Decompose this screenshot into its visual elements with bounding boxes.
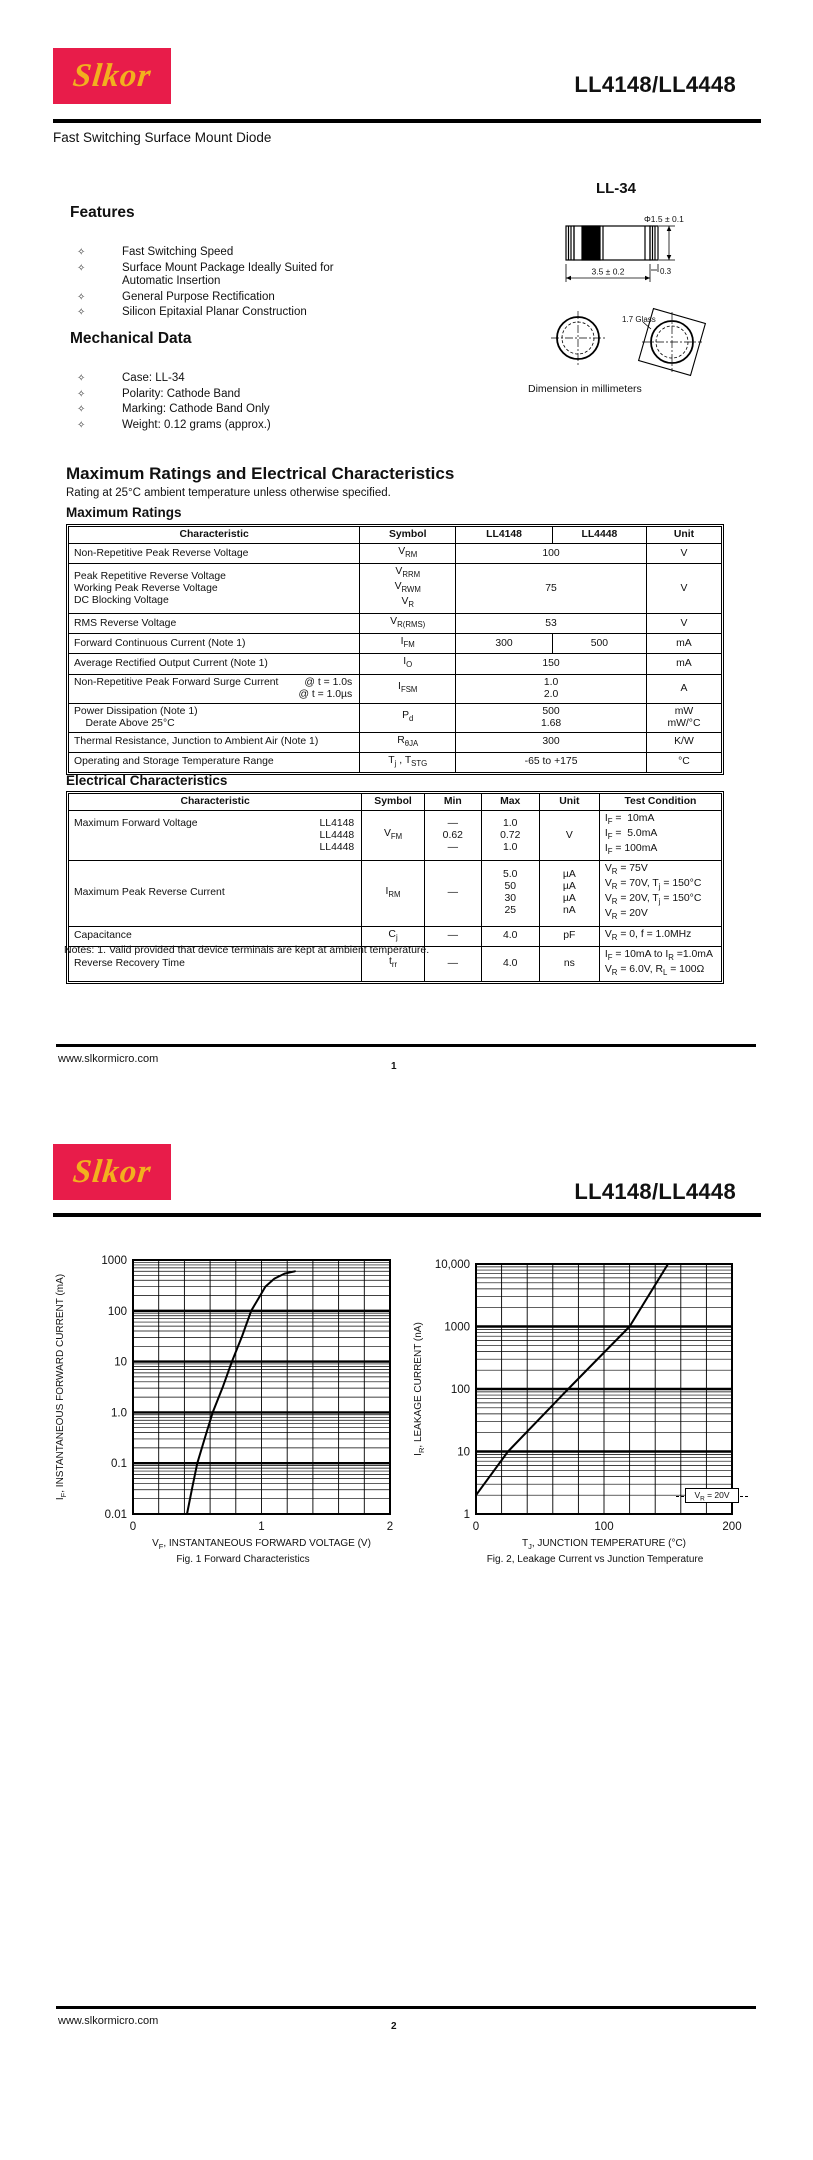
max-ratings-title: Maximum Ratings bbox=[66, 505, 182, 520]
cell-symbol: $I_{RM}$ bbox=[362, 861, 425, 926]
x-tick-label: 1 bbox=[258, 1521, 265, 1533]
cell-max: 4.0 bbox=[481, 946, 539, 981]
y-tick-label: 1 bbox=[463, 1509, 470, 1521]
column-header: LL4448 bbox=[552, 527, 646, 544]
column-header: Characteristic bbox=[69, 527, 360, 544]
diamond-bullet-icon: ✧ bbox=[77, 419, 86, 431]
column-header: Min bbox=[424, 794, 481, 811]
cell-max: 1.0 0.72 1.0 bbox=[481, 811, 539, 861]
cell-max: 5.0 50 30 25 bbox=[481, 861, 539, 926]
vr-condition-annotation: $V_R = 20V$ bbox=[685, 1488, 739, 1503]
y-tick-label: 10,000 bbox=[434, 1259, 470, 1271]
cell-min: — bbox=[424, 861, 481, 926]
table-row bbox=[69, 811, 722, 861]
cell-characteristic: RMS Reverse Voltage bbox=[69, 614, 360, 634]
table-row bbox=[69, 544, 722, 564]
length-dimension-label: 3.5 ± 0.2 bbox=[591, 266, 625, 277]
cell-characteristic: Non-Repetitive Peak Reverse Voltage bbox=[69, 544, 360, 564]
fig2-x-axis-label: $T_J$, JUNCTION TEMPERATURE (°C) bbox=[521, 1538, 687, 1551]
x-tick-label: 2 bbox=[386, 1521, 394, 1533]
cell-unit: °C bbox=[646, 752, 721, 772]
cell-unit: mA bbox=[646, 634, 721, 654]
x-tick-label: 200 bbox=[722, 1521, 742, 1533]
list-item: ✧ Silicon Epitaxial Planar Construction bbox=[72, 306, 392, 320]
dimension-note: Dimension in millimeters bbox=[528, 383, 642, 395]
diameter-dimension-label: Φ1.5 ± 0.1 bbox=[644, 214, 684, 224]
header-rule bbox=[53, 1213, 761, 1217]
data-curve bbox=[476, 1264, 668, 1495]
cell-test-condition: $I_F = 10mA$ $I_F = 5.0mA$ $I_F = 100mA$ bbox=[599, 811, 721, 861]
cell-characteristic: Operating and Storage Temperature Range bbox=[69, 752, 360, 772]
cell-min: — bbox=[424, 926, 481, 946]
cell-symbol: $V_{R(RMS)}$ bbox=[360, 614, 456, 634]
header-rule bbox=[53, 119, 761, 123]
fig1-y-axis-label: $I_F$, INSTANTANEOUS FORWARD CURRENT (mA) bbox=[55, 1273, 68, 1501]
y-tick-label: 1000 bbox=[101, 1255, 127, 1267]
table-row bbox=[69, 752, 722, 772]
list-item: ✧ Surface Mount Package Ideally Suited for Automatic Insertion bbox=[72, 262, 392, 289]
cell-symbol: $I_{FM}$ bbox=[360, 634, 456, 654]
slkor-logo bbox=[53, 48, 171, 104]
cell-symbol: $P_d$ bbox=[360, 703, 456, 732]
cell-characteristic: Forward Continuous Current (Note 1) bbox=[69, 634, 360, 654]
cell-value: 500 1.68 bbox=[456, 703, 647, 732]
notes-text: Notes: 1. Valid provided that device terminals are kept at ambient temperature. bbox=[64, 944, 430, 956]
cell-symbol: $V_{RRM}$ $V_{RWM}$ $V_R$ bbox=[360, 564, 456, 614]
list-item: ✧ General Purpose Rectification bbox=[72, 291, 392, 305]
fig1-plot bbox=[85, 1248, 397, 1548]
max-ratings-table bbox=[68, 526, 722, 773]
cell-unit: mA bbox=[646, 654, 721, 674]
cell-characteristic: Average Rectified Output Current (Note 1) bbox=[69, 654, 360, 674]
fig2-caption: Fig. 2, Leakage Current vs Junction Temperature bbox=[486, 1554, 704, 1565]
table-row bbox=[69, 614, 722, 634]
column-header: Unit bbox=[539, 794, 599, 811]
cell-symbol: $t_{rr}$ bbox=[362, 946, 425, 981]
footer-rule bbox=[56, 1044, 756, 1047]
features-heading: Features bbox=[70, 204, 135, 221]
column-header: LL4148 bbox=[456, 527, 553, 544]
table-row bbox=[69, 861, 722, 926]
x-tick-label: 100 bbox=[594, 1521, 614, 1533]
slkor-logo-text: Slkor bbox=[70, 57, 154, 94]
diamond-bullet-icon: ✧ bbox=[77, 291, 86, 303]
y-tick-label: 100 bbox=[107, 1305, 127, 1318]
website-url: www.slkormicro.com bbox=[58, 1053, 159, 1065]
fig1-x-axis-label: $V_F$, INSTANTANEOUS FORWARD VOLTAGE (V) bbox=[152, 1538, 371, 1551]
diamond-bullet-icon: ✧ bbox=[77, 404, 86, 415]
website-url: www.slkormicro.com bbox=[58, 2015, 159, 2027]
footer-rule bbox=[56, 2006, 756, 2009]
cell-value: 300 bbox=[456, 732, 647, 752]
diamond-bullet-icon: ✧ bbox=[77, 307, 86, 318]
cell-value-ll4448: 500 bbox=[552, 634, 646, 654]
data-curve bbox=[187, 1271, 295, 1514]
page-number: 1 bbox=[391, 1061, 397, 1072]
table-row bbox=[69, 674, 722, 703]
table-row bbox=[69, 703, 722, 732]
cell-characteristic: Thermal Resistance, Junction to Ambient Air (Note 1) bbox=[69, 732, 360, 752]
table-header-row bbox=[69, 794, 722, 811]
cell-unit: V bbox=[539, 811, 599, 861]
cell-value: 75 bbox=[456, 564, 647, 614]
cell-symbol: $I_{FSM}$ bbox=[360, 674, 456, 703]
part-number-title: LL4148/LL4448 bbox=[574, 72, 736, 97]
cell-characteristic: Peak Repetitive Reverse Voltage Working Peak Reverse Voltage DC Blocking Voltage bbox=[69, 564, 360, 614]
column-header: Symbol bbox=[362, 794, 425, 811]
y-tick-label: 10 bbox=[114, 1356, 127, 1369]
cell-test-condition: $I_F = 10mA$ to $I_R =1.0mA$ $V_R = 6.0V$, $R_L = 100\Omega$ bbox=[599, 946, 721, 981]
diamond-bullet-icon: ✧ bbox=[77, 247, 86, 258]
diamond-bullet-icon: ✧ bbox=[77, 262, 86, 274]
cell-characteristic: Maximum Peak Reverse Current bbox=[69, 861, 362, 926]
list-item: ✧ Marking: Cathode Band Only bbox=[72, 403, 392, 417]
y-tick-label: 0.01 bbox=[104, 1509, 127, 1521]
cell-value: 53 bbox=[456, 614, 647, 634]
cell-symbol: $V_{RM}$ bbox=[360, 544, 456, 564]
cell-unit: V bbox=[646, 564, 721, 614]
cell-characteristic: Capacitance bbox=[69, 926, 362, 946]
device-subtitle: Fast Switching Surface Mount Diode bbox=[53, 130, 272, 145]
cell-unit: A bbox=[646, 674, 721, 703]
cell-min: — 0.62 — bbox=[424, 811, 481, 861]
cell-value: 1.0 2.0 bbox=[456, 674, 647, 703]
cell-unit: V bbox=[646, 614, 721, 634]
cell-unit: mW mW/°C bbox=[646, 703, 721, 732]
y-tick-label: 100 bbox=[450, 1384, 470, 1396]
fig2-leakage-current-chart bbox=[400, 1248, 765, 1578]
cell-unit: V bbox=[646, 544, 721, 564]
cell-unit: µA µA µA nA bbox=[539, 861, 599, 926]
fig1-caption: Fig. 1 Forward Characteristics bbox=[176, 1554, 310, 1565]
electrical-characteristics-title: Electrical Characteristics bbox=[66, 773, 228, 788]
features-list bbox=[72, 246, 392, 322]
glass-dimension-label: 1.7 Glass bbox=[622, 315, 656, 324]
y-tick-label: 1000 bbox=[444, 1321, 470, 1334]
cell-value-ll4148: 300 bbox=[456, 634, 553, 654]
mechanical-data-list bbox=[72, 372, 392, 434]
list-item: ✧ Polarity: Cathode Band bbox=[72, 388, 392, 402]
list-item: ✧ Case: LL-34 bbox=[72, 372, 392, 386]
column-header: Unit bbox=[646, 527, 721, 544]
cell-value: 150 bbox=[456, 654, 647, 674]
cell-characteristic: Non-Repetitive Peak Forward Surge Current @ t = 1.0s @ t = 1.0µs bbox=[69, 674, 360, 703]
cell-symbol: $I_O$ bbox=[360, 654, 456, 674]
cell-symbol: $R_{\theta JA}$ bbox=[360, 732, 456, 752]
part-number-title: LL4148/LL4448 bbox=[574, 1179, 736, 1204]
column-header: Symbol bbox=[360, 527, 456, 544]
ratings-section-heading: Maximum Ratings and Electrical Characteristics bbox=[66, 464, 455, 483]
y-tick-label: 0.1 bbox=[111, 1458, 127, 1471]
cap-dimension-label: 0.3 bbox=[660, 267, 672, 276]
cell-value: 100 bbox=[456, 544, 647, 564]
cell-symbol: $V_{FM}$ bbox=[362, 811, 425, 861]
cell-characteristic: Reverse Recovery Time bbox=[69, 946, 362, 981]
list-item: ✧ Fast Switching Speed bbox=[72, 246, 392, 260]
page-number: 2 bbox=[391, 2021, 397, 2032]
x-tick-label: 0 bbox=[129, 1521, 137, 1533]
table-row bbox=[69, 654, 722, 674]
cell-characteristic: Power Dissipation (Note 1) Derate Above 25°C bbox=[69, 703, 360, 732]
cell-symbol: $T_j$ , $T_{STG}$ bbox=[360, 752, 456, 772]
cell-test-condition: $V_R = 75V$ $V_R = 70V$, $T_j = 150^\circ C$ $V_R = 20V$, $T_j = 150^\circ C$ $V_R = 20V$ bbox=[599, 861, 721, 926]
table-row bbox=[69, 564, 722, 614]
diamond-bullet-icon: ✧ bbox=[77, 373, 86, 384]
cell-unit: ns bbox=[539, 946, 599, 981]
slkor-logo-text: Slkor bbox=[70, 1153, 154, 1190]
y-tick-label: 10 bbox=[457, 1446, 470, 1459]
cell-min: — bbox=[424, 946, 481, 981]
ratings-section-subtext: Rating at 25°C ambient temperature unless otherwise specified. bbox=[66, 487, 391, 499]
cell-value: -65 to +175 bbox=[456, 752, 647, 772]
package-outline-drawing bbox=[548, 212, 743, 380]
cell-unit: K/W bbox=[646, 732, 721, 752]
table-row bbox=[69, 634, 722, 654]
cell-unit: pF bbox=[539, 926, 599, 946]
fig2-y-axis-label: $I_R$, LEAKAGE CURRENT (nA) bbox=[413, 1322, 426, 1456]
cell-test-condition: $V_R = 0$, f = 1.0MHz bbox=[599, 926, 721, 946]
column-header: Max bbox=[481, 794, 539, 811]
diamond-bullet-icon: ✧ bbox=[77, 388, 86, 400]
mechanical-data-heading: Mechanical Data bbox=[70, 330, 192, 347]
list-item: ✧ Weight: 0.12 grams (approx.) bbox=[72, 419, 392, 433]
cell-symbol: $C_j$ bbox=[362, 926, 425, 946]
table-row bbox=[69, 732, 722, 752]
column-header: Test Condition bbox=[599, 794, 721, 811]
max-ratings-table-wrap bbox=[66, 524, 724, 775]
fig1-forward-characteristics-chart bbox=[45, 1248, 397, 1578]
table-header-row bbox=[69, 527, 722, 544]
package-name-label: LL-34 bbox=[595, 180, 636, 197]
cell-characteristic: Maximum Forward Voltage LL4148 LL4448 LL4448 bbox=[69, 811, 362, 861]
cell-max: 4.0 bbox=[481, 926, 539, 946]
x-tick-label: 0 bbox=[472, 1521, 480, 1533]
slkor-logo bbox=[53, 1144, 171, 1200]
page-2 bbox=[0, 1080, 813, 2160]
column-header: Characteristic bbox=[69, 794, 362, 811]
y-tick-label: 1.0 bbox=[111, 1407, 127, 1420]
